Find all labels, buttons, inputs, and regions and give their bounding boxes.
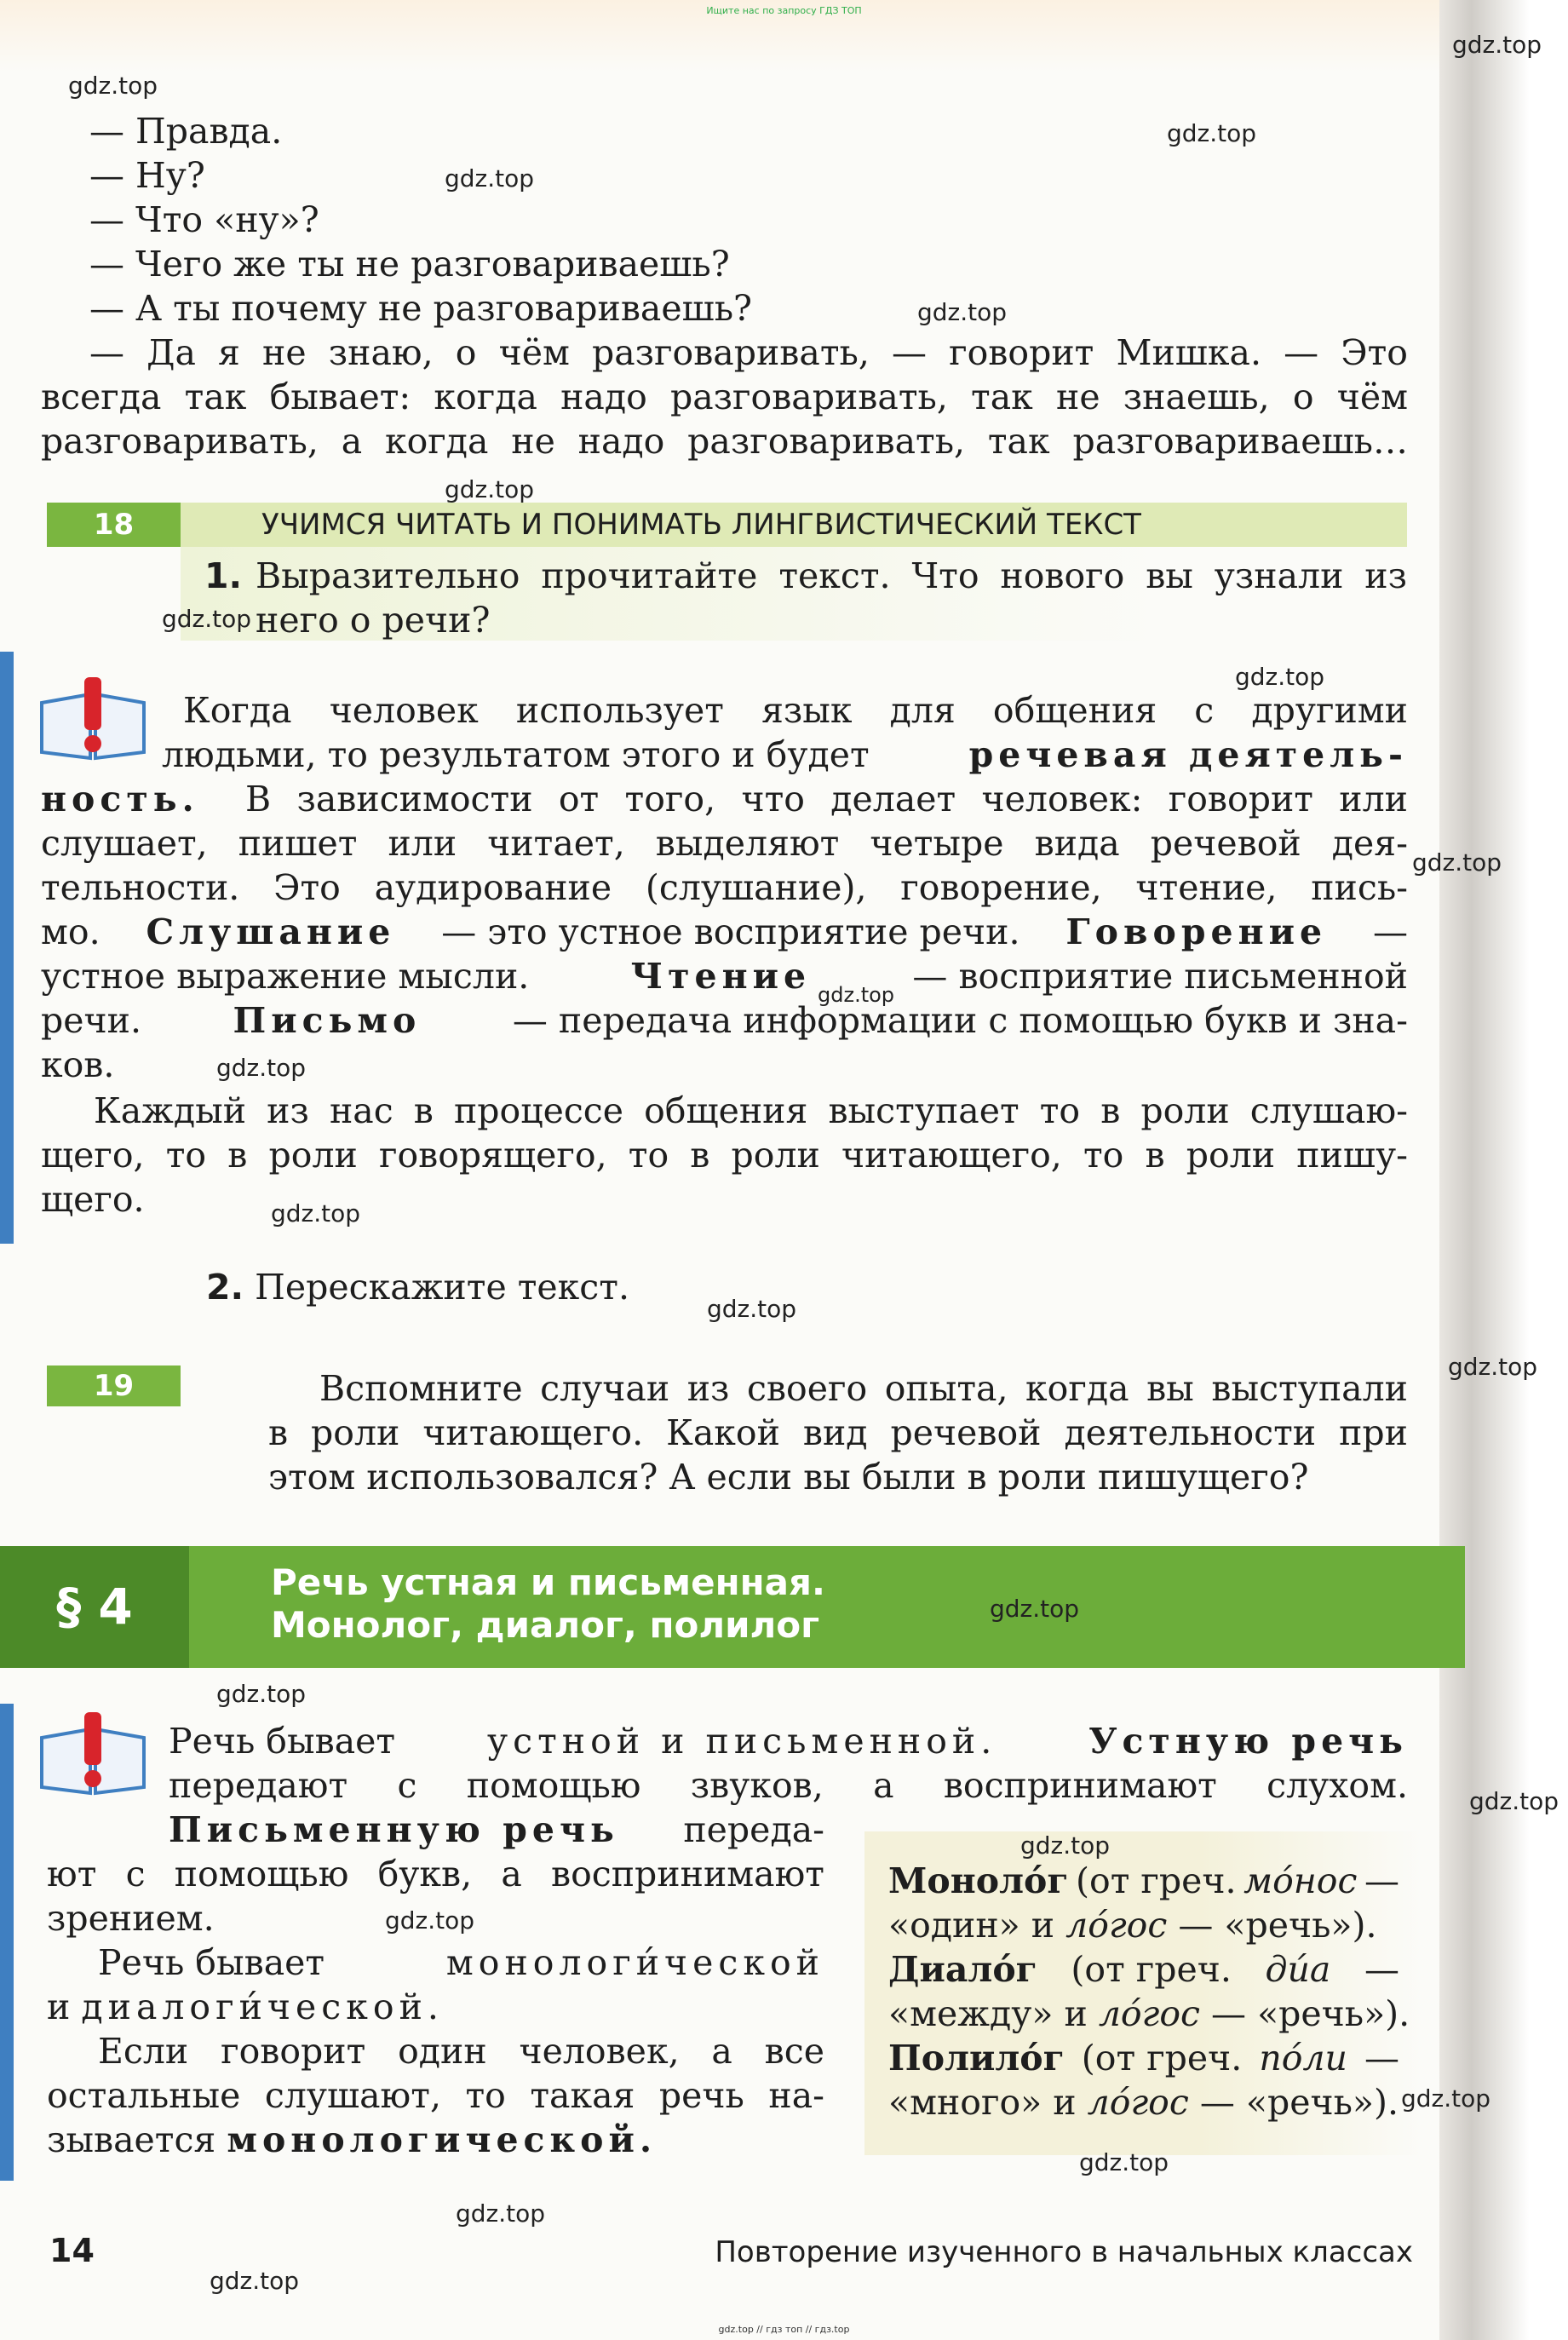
glossary-term: Диало́г [888, 1949, 1037, 1990]
exercise-heading: УЧИМСЯ ЧИТАТЬ И ПОНИМАТЬ ЛИНГВИСТИЧЕСКИЙ ТЕКСТ [261, 508, 1141, 542]
rule-text: зывается [47, 2119, 216, 2160]
rule-term: Слушание [146, 911, 396, 952]
dialogue-line: — Ну? [89, 155, 205, 196]
rule-term: ность. [41, 779, 199, 819]
dialogue-line: всегда так бывает: когда надо разговаривать, так не знаешь, о чём [41, 377, 1408, 417]
watermark: gdz.top [1079, 2148, 1169, 2176]
glossary-line [888, 2036, 1399, 2080]
watermark: gdz.top [1452, 31, 1542, 59]
exercise-line: Вспомните случаи из своего опыта, когда вы выступали [319, 1368, 1408, 1409]
rule-side-bar [0, 1704, 14, 2181]
rule-line [41, 777, 1408, 821]
footer-note: gdz.top // гдз топ // гдз.top [718, 2324, 850, 2335]
task-line [206, 1265, 1568, 1309]
rule-line: щего, то в роли говорящего, то в роли читающего, то в роли пишу- [41, 1135, 1408, 1176]
glossary-line [888, 1859, 1399, 1903]
glossary-line [888, 1903, 1399, 1947]
rule-text: речи. [41, 1000, 141, 1041]
rule-line: зрением. [47, 1898, 215, 1939]
rule-term: монологической. [227, 2119, 658, 2160]
rule-text: Речь бывает [169, 1721, 396, 1762]
rule-side-bar [0, 652, 14, 1244]
glossary-text: (от греч. [1076, 1860, 1237, 1901]
rule-term: речевая деятель- [968, 734, 1408, 775]
rule-line: Каждый из нас в процессе общения выступает то в роли слушаю- [94, 1090, 1408, 1131]
rule-line: ков. [41, 1044, 115, 1085]
watermark: gdz.top [1412, 848, 1502, 877]
rule-text: — [1372, 911, 1408, 952]
rule-line [41, 910, 1408, 954]
rule-line [98, 1940, 824, 1985]
rule-text: устное выражение мысли. [41, 956, 530, 997]
chapter-title: Повторение изученного в начальных классах [715, 2235, 1413, 2269]
watermark: gdz.top [818, 983, 895, 1007]
rule-line: Когда человек использует язык для общения с другими [183, 690, 1408, 731]
task-line: Выразительно прочитайте текст. Что нового вы узнали из [256, 555, 1407, 596]
rule-booklet-icon [37, 677, 148, 762]
rule-line [41, 954, 1408, 998]
page-gutter-shadow [1439, 0, 1568, 2340]
glossary-greek: ло́гос [1087, 2082, 1189, 2123]
glossary-text: — [1364, 1860, 1399, 1901]
rule-text: людьми, то результатом этого и будет [162, 734, 870, 775]
task-text [204, 554, 1407, 598]
rule-line: слушает, пишет или читает, выделяют четыре вида речевой дея- [41, 823, 1408, 864]
glossary-text: — «речь»). [1199, 2082, 1399, 2123]
watermark: gdz.top [917, 298, 1008, 326]
dialogue-line: — Правда. [89, 111, 283, 152]
watermark: gdz.top [990, 1595, 1080, 1623]
glossary-text: (от греч. [1071, 1949, 1232, 1990]
rule-term: Письмо [233, 1000, 422, 1041]
page-number: 14 [49, 2232, 95, 2269]
watermark: gdz.top [271, 1199, 361, 1227]
rule-line: остальные слушают, то такая речь на- [47, 2075, 824, 2116]
rule-line [169, 1808, 824, 1852]
rule-line: ют с помощью букв, а воспринимают [47, 1854, 824, 1894]
rule-line: щего. [41, 1179, 145, 1220]
rule-line [169, 1719, 1408, 1763]
glossary-greek: по́ли [1259, 2038, 1347, 2078]
task-line: него о речи? [256, 600, 491, 641]
rule-text: мо. [41, 911, 101, 952]
rule-text: и [47, 1986, 71, 2027]
rule-text: — это устное восприятие речи. [441, 911, 1020, 952]
rule-term: Говорение [1065, 911, 1328, 952]
glossary-text: «один» и [888, 1905, 1055, 1946]
glossary-greek: ди́а [1265, 1949, 1331, 1990]
rule-term: Письменную речь [169, 1809, 619, 1850]
watermark: gdz.top [707, 1295, 797, 1323]
rule-line: Если говорит один человек, а все [98, 2031, 824, 2072]
rule-term: Устную речь [1088, 1721, 1408, 1762]
rule-line [162, 733, 1408, 777]
rule-text: Речь бывает [98, 1942, 325, 1983]
section-title: Монолог, диалог, полилог [271, 1604, 820, 1646]
watermark: gdz.top [1167, 119, 1257, 147]
dialogue-line: — А ты почему не разговариваешь? [89, 288, 753, 329]
watermark: gdz.top [1469, 1787, 1559, 1815]
rule-term: Чтение [630, 956, 812, 997]
watermark: gdz.top [1020, 1831, 1111, 1860]
rule-text: В зависимости от того, что делает человек: говорит или [245, 779, 1408, 819]
exercise-line: в роли читающего. Какой вид речевой деятельности при [268, 1412, 1408, 1453]
exercise-number-badge: 18 [47, 503, 181, 547]
rule-text: — передача информации с помощью букв и зна- [512, 1000, 1408, 1041]
rule-booklet-icon [37, 1712, 148, 1797]
task-number: 1. [204, 555, 243, 596]
glossary-text: «между» и [888, 1993, 1088, 2034]
watermark: gdz.top [216, 1054, 307, 1082]
glossary-term: Полило́г [888, 2038, 1065, 2078]
glossary-greek: ло́гос [1065, 1905, 1168, 1946]
glossary-text: — «речь»). [1211, 1993, 1410, 2034]
header-note: Ищите нас по запросу ГДЗ ТОП [706, 5, 862, 16]
watermark: gdz.top [1401, 2084, 1491, 2113]
dialogue-line: — Что «ну»? [89, 199, 319, 240]
glossary-greek: мо́нос [1243, 1860, 1358, 1901]
glossary-text: — [1364, 2038, 1399, 2078]
watermark: gdz.top [445, 164, 535, 193]
glossary-text: — [1364, 1949, 1399, 1990]
rule-line: передают с помощью звуков, а воспринимают слухом. [169, 1765, 1408, 1806]
task-number: 2. [206, 1267, 244, 1308]
watermark: gdz.top [216, 1680, 307, 1708]
watermark: gdz.top [385, 1906, 475, 1935]
glossary-text: (от греч. [1081, 2038, 1243, 2078]
watermark: gdz.top [456, 2199, 546, 2228]
glossary-term: Моноло́г [888, 1860, 1069, 1901]
rule-term: монологи́ческой [445, 1942, 824, 1983]
rule-term: диалоги́ческой. [81, 1986, 444, 2027]
rule-line [41, 998, 1408, 1043]
watermark: gdz.top [1448, 1353, 1538, 1381]
glossary-line [888, 1992, 1410, 2036]
watermark: gdz.top [445, 475, 535, 503]
dialogue-line: разговаривать, а когда не надо разговаривать, так разговариваешь… [41, 421, 1408, 462]
dialogue-line: — Чего же ты не разговариваешь? [89, 244, 730, 285]
rule-line: тельности. Это аудирование (слушание), говорение, чтение, пись- [41, 867, 1408, 908]
rule-term: устной и письменной. [487, 1721, 997, 1762]
rule-text: — восприятие письменной [912, 956, 1408, 997]
watermark: gdz.top [162, 605, 252, 633]
rule-text: переда- [683, 1809, 824, 1850]
task-text: Перескажите текст. [255, 1267, 629, 1308]
glossary-line [888, 1947, 1399, 1992]
watermark: gdz.top [68, 72, 158, 100]
glossary-line [888, 2080, 1399, 2124]
glossary-text: — «речь»). [1178, 1905, 1377, 1946]
exercise-line: этом использовался? А если вы были в роли пишущего? [268, 1457, 1309, 1498]
glossary-text: «много» и [888, 2082, 1077, 2123]
exercise-number-badge: 19 [47, 1365, 181, 1406]
glossary-greek: ло́гос [1098, 1993, 1200, 2034]
section-number: § 4 [0, 1546, 189, 1668]
watermark: gdz.top [1235, 663, 1325, 691]
section-title: Речь устная и письменная. [271, 1561, 825, 1603]
dialogue-line: — Да я не знаю, о чём разговаривать, — говорит Мишка. — Это [89, 332, 1408, 373]
watermark: gdz.top [210, 2267, 300, 2295]
